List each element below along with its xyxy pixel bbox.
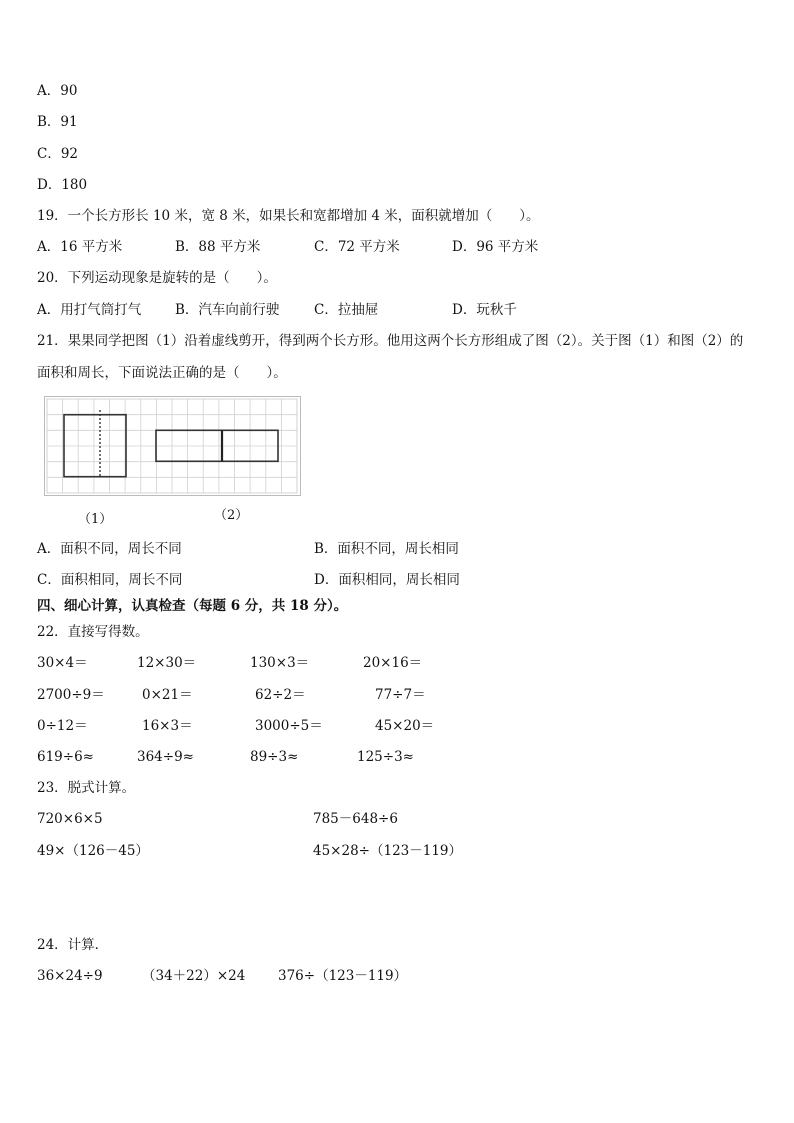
q22-item: 130×3＝	[250, 655, 310, 671]
q22-item: 20×16＝	[363, 655, 423, 671]
option-q21-d: D．面积相同，周长相同	[314, 572, 460, 588]
q22-item: 0×21＝	[142, 687, 193, 703]
q24-item: 376÷（123－119）	[278, 968, 408, 984]
q22-item: 125÷3≈	[357, 749, 414, 765]
grid-figure	[44, 396, 301, 496]
figure-2-caption: （2）	[214, 508, 249, 523]
option-q19-b: B．88 平方米	[175, 239, 261, 255]
q22-item: 89÷3≈	[250, 749, 299, 765]
q22-item: 0÷12＝	[37, 718, 88, 734]
q22-item: 62÷2＝	[255, 687, 306, 703]
option-q20-d: D．玩秋千	[452, 302, 517, 318]
option-q21-b: B．面积不同，周长相同	[314, 541, 459, 557]
option-q18-b: B．91	[37, 114, 78, 130]
question-22-stem: 22．直接写得数。	[37, 624, 149, 640]
q22-item: 16×3＝	[142, 718, 193, 734]
figure-1-caption: （1）	[78, 512, 113, 527]
section-4-title: 四、细心计算，认真检查（每题 6 分，共 18 分）。	[37, 598, 348, 614]
option-q20-c: C．拉抽屉	[314, 302, 379, 318]
option-q18-d: D．180	[37, 177, 88, 193]
question-23-stem: 23．脱式计算。	[37, 780, 136, 796]
q23-item: 45×28÷（123－119）	[313, 843, 463, 859]
option-q21-c: C．面积相同，周长不同	[37, 572, 183, 588]
q23-item: 720×6×5	[37, 811, 103, 827]
option-q20-a: A．用打气筒打气	[37, 302, 142, 318]
option-q18-a: A．90	[37, 83, 78, 99]
q22-item: 3000÷5＝	[255, 718, 323, 734]
question-21-stem-line2: 面积和周长，下面说法正确的是（ ）。	[37, 365, 287, 381]
q23-item: 49×（126－45）	[37, 843, 149, 859]
q22-item: 12×30＝	[137, 655, 197, 671]
q24-item: 36×24÷9	[37, 968, 103, 984]
option-q18-c: C．92	[37, 146, 79, 162]
question-20-stem: 20．下列运动现象是旋转的是（ ）。	[37, 270, 277, 286]
q22-item: 619÷6≈	[37, 749, 94, 765]
question-21-stem-line1: 21．果果同学把图（1）沿着虚线剪开，得到两个长方形。他用这两个长方形组成了图（2）。关于图（1）和图（2）的	[37, 333, 744, 349]
q23-item: 785－648÷6	[313, 811, 398, 827]
q22-item: 30×4＝	[37, 655, 88, 671]
option-q21-a: A．面积不同，周长不同	[37, 541, 182, 557]
option-q19-c: C．72 平方米	[314, 239, 400, 255]
q22-item: 45×20＝	[375, 718, 435, 734]
q22-item: 364÷9≈	[137, 749, 194, 765]
q22-item: 77÷7＝	[375, 687, 426, 703]
q21-figure	[44, 396, 301, 496]
question-24-stem: 24．计算．	[37, 937, 109, 953]
option-q19-a: A．16 平方米	[37, 239, 123, 255]
q24-item: （34＋22）×24	[142, 968, 246, 984]
option-q19-d: D．96 平方米	[452, 239, 539, 255]
q22-item: 2700÷9＝	[37, 687, 105, 703]
question-19-stem: 19．一个长方形长 10 米，宽 8 米，如果长和宽都增加 4 米，面积就增加（ ）。	[37, 208, 540, 224]
option-q20-b: B．汽车向前行驶	[175, 302, 280, 318]
